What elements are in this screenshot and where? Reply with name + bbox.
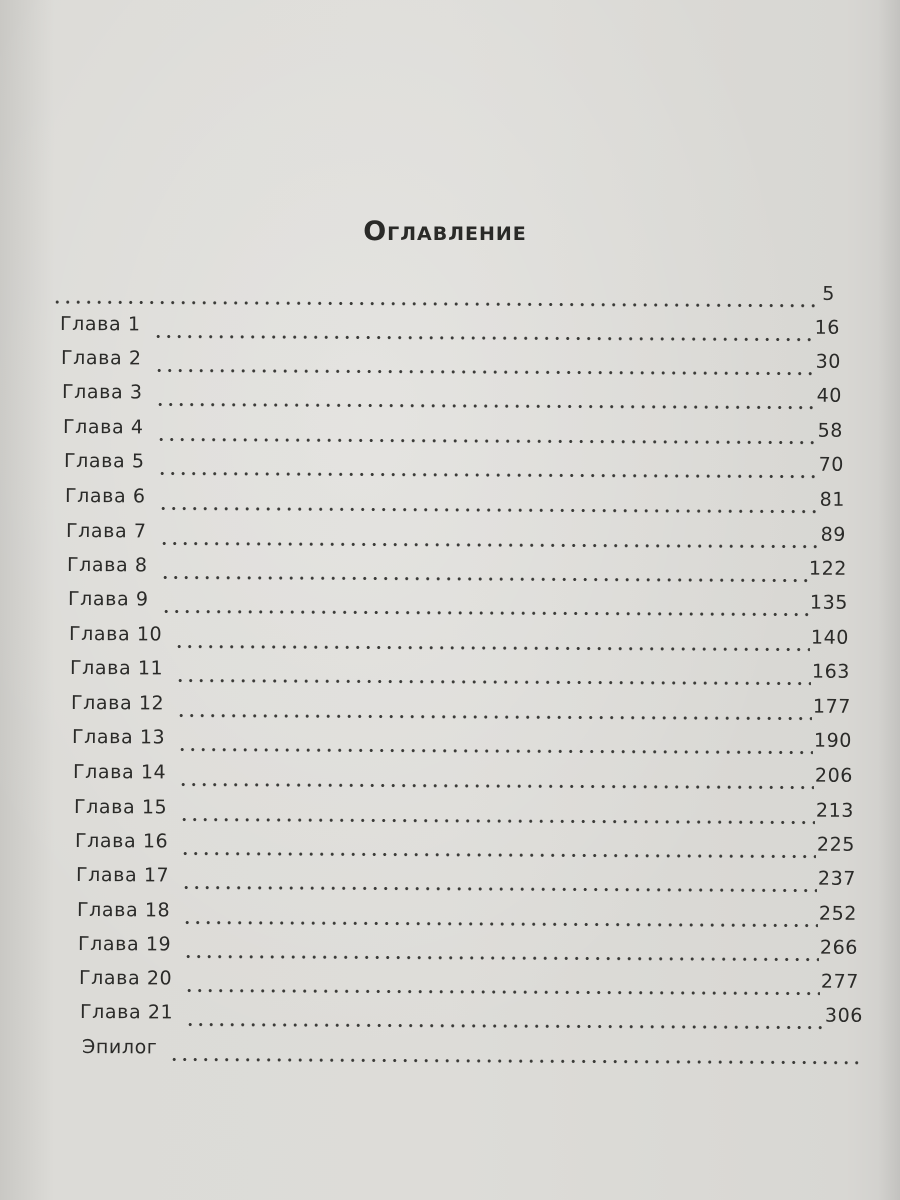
toc-entry-chapter-1 (60, 313, 840, 347)
dot-leader (158, 528, 819, 549)
toc-entry-chapter-20 (79, 967, 859, 1001)
toc-entry-label: Глава 15 (73, 796, 168, 819)
toc-entry-label: Глава 5 (63, 450, 145, 473)
toc-entry-label: Глава 1 (59, 313, 141, 336)
dot-leader (181, 873, 817, 894)
toc-entry-page: 252 (818, 902, 858, 925)
toc-entry-chapter-7 (66, 520, 846, 554)
toc-entry-chapter-2 (61, 347, 841, 381)
toc-entry-chapter-15 (74, 796, 854, 830)
dot-leader (153, 355, 814, 376)
toc-entry-page: 135 (809, 591, 849, 614)
toc-entry-page: 89 (820, 523, 847, 546)
toc-entry-chapter-18 (77, 899, 857, 933)
toc-entry-page: 225 (816, 833, 856, 856)
toc-entry-page: 16 (814, 316, 841, 339)
toc-entry-label: Глава 4 (62, 416, 144, 439)
toc-entry-label: Глава 9 (67, 588, 149, 611)
page-title: Оглавление (363, 216, 527, 247)
dot-leader (152, 321, 813, 342)
toc-entry-label: Глава 19 (77, 933, 172, 956)
toc-entry-chapter-21 (80, 1001, 863, 1035)
toc-entry-chapter-13 (72, 726, 852, 760)
toc-entry-label: Глава 16 (74, 830, 169, 853)
toc-entry-chapter-8 (67, 554, 847, 588)
toc-entry-chapter-19 (78, 933, 858, 967)
toc-entry-epilogue (82, 1036, 864, 1070)
toc-entry-page: 206 (814, 764, 854, 787)
toc-entry-label: Глава 6 (64, 485, 146, 508)
toc-entry-chapter-9 (68, 588, 848, 622)
dot-leader (175, 666, 811, 687)
toc-entry-label: Глава 12 (70, 692, 165, 715)
toc-entry-page: 5 (822, 282, 836, 305)
dot-leader (185, 1010, 824, 1031)
dot-leader (176, 701, 812, 722)
dot-leader (155, 424, 816, 445)
toc-entry-chapter-3 (62, 381, 842, 415)
toc-entry-chapter-10 (69, 623, 849, 657)
dot-leader (178, 770, 814, 791)
toc-entry-page: 277 (820, 970, 860, 993)
toc-entry-page: 177 (812, 695, 852, 718)
toc-entry-chapter-17 (76, 864, 856, 898)
toc-entry-chapter-6 (65, 485, 845, 519)
toc-entry-label: Глава 8 (66, 554, 148, 577)
toc-entry-page: 266 (819, 936, 859, 959)
toc-entry-page: 122 (808, 557, 848, 580)
dot-leader (177, 735, 813, 756)
toc-entry-chapter-12 (71, 692, 851, 726)
dot-leader (154, 389, 815, 410)
toc-entry-label: Глава 11 (69, 657, 164, 680)
toc-entry-label: Глава 10 (68, 623, 163, 646)
toc-entry-label: Глава 13 (71, 726, 166, 749)
toc-entry-page: 140 (810, 626, 850, 649)
toc-entry-page: 40 (816, 384, 843, 407)
toc-entry-label: Глава 18 (76, 899, 171, 922)
toc-entry-label: Глава 17 (75, 864, 170, 887)
toc-entry-page: 58 (817, 419, 844, 442)
toc-entry-chapter-14 (73, 761, 853, 795)
toc-entry-label: Глава 20 (78, 967, 173, 990)
toc-entry-chapter-5 (64, 450, 844, 484)
dot-leader (179, 805, 815, 826)
dot-leader (52, 287, 821, 309)
dot-leader (157, 493, 818, 514)
dot-leader (174, 632, 810, 653)
dot-leader (182, 908, 818, 929)
toc-entry-label: Глава 3 (61, 381, 143, 404)
dot-leader (169, 1044, 863, 1065)
toc-entry-page: 81 (819, 488, 846, 511)
toc-entry-page: 237 (817, 867, 857, 890)
toc-entry-label: Глава 7 (65, 520, 147, 543)
toc-entry-page: 190 (813, 729, 853, 752)
toc-entry-prologue (40, 279, 835, 313)
toc-entry-label: Глава 14 (72, 761, 167, 784)
dot-leader (183, 942, 819, 963)
toc-entry-label: Глава 21 (79, 1001, 174, 1024)
toc-entry-page: 163 (811, 660, 851, 683)
toc-entry-chapter-16 (75, 830, 855, 864)
dot-leader (180, 839, 816, 860)
dot-leader (159, 562, 807, 583)
toc-entry-chapter-4 (63, 416, 843, 450)
toc-entry-page: 213 (815, 799, 855, 822)
toc-entry-label: Эпилог (81, 1036, 158, 1059)
dot-leader (160, 596, 808, 617)
toc-entry-page: 70 (818, 453, 845, 476)
toc-entry-page: 30 (815, 350, 842, 373)
toc-entry-page: 306 (824, 1004, 864, 1027)
toc-entry-label: Глава 2 (60, 347, 142, 370)
dot-leader (184, 976, 820, 997)
toc-entry-chapter-11 (70, 657, 850, 691)
dot-leader (156, 458, 817, 479)
